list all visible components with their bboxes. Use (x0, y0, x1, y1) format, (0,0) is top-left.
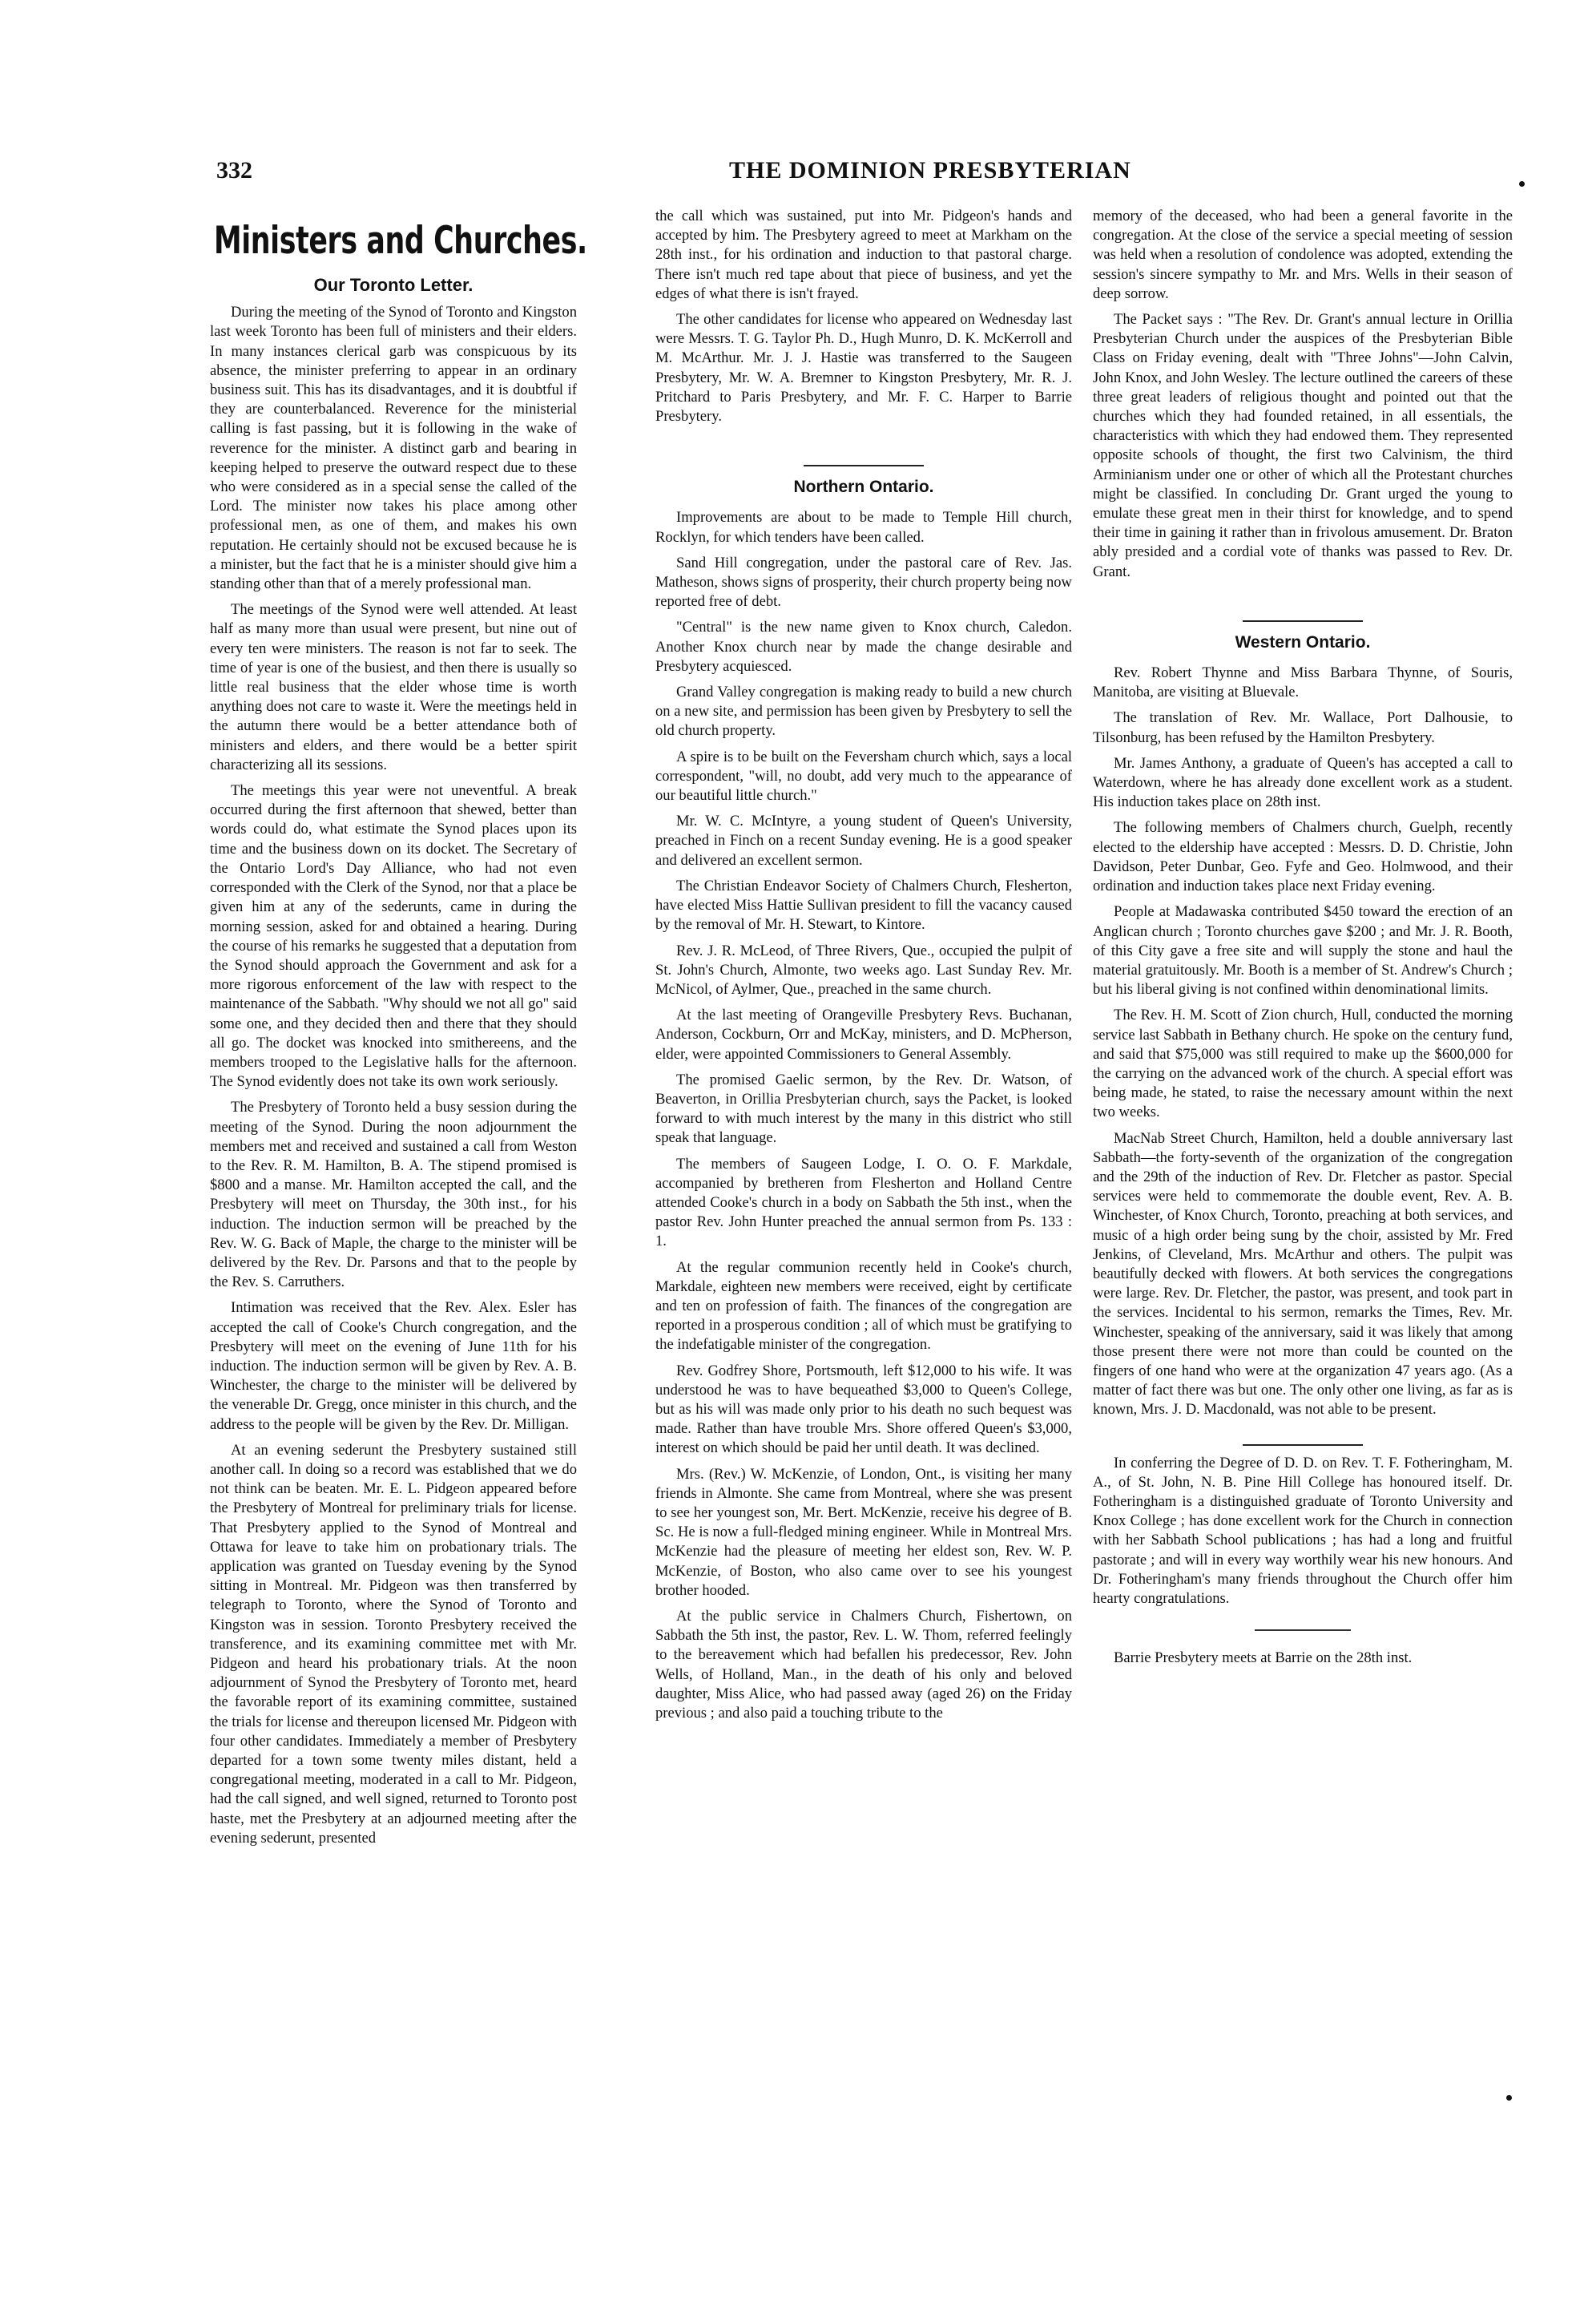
news-item: The promised Gaelic sermon, by the Rev. Dr. Watson, of Beaverton, in Orillia Presbyterian church, says the Packet, is looked forward to with much interest by the many in this district who still speak that language. (655, 1071, 1072, 1147)
section-subtitle-northern-ontario: Northern Ontario. (793, 478, 934, 497)
news-item: MacNab Street Church, Hamilton, held a double anniversary last Sabbath—the forty-seventh of the organization of the congregation and the 29th of the induction of Rev. Dr. Fletcher as pastor. Special services were held to commemorate the double event, Rev. A. B. Winchester, of Knox Church, Toronto, preaching at both services, and music of a high order being sung by the choir, assisted by Mr. Fred Jenkins, of Cleveland, Mrs. McArthur and others. The pulpit was beautifully decked with flowers. At both services the congregations were large. Rev. Dr. Fletcher, the pastor, was present, and took part in the services. Incidental to his sermon, remarks the Times, Rev. Mr. Winchester, speaking of the anniversary, said it was likely that among those present there were not more than could be counted on the fingers of one hand who were at the organization 47 years ago. (As a matter of fact there was but one. The only other one living, as far as is known, Mrs. J. D. Macdonald, was not able to be present. (1093, 1129, 1513, 1419)
article-paragraph: the call which was sustained, put into Mr. Pidgeon's hands and accepted by him. The Presbytery agreed to meet at Markham on the 28th inst., for his ordination and induction to that pastoral charge. There isn't much red tape about that piece of business, and yet the edges of what there is isn't frayed. (655, 208, 1072, 302)
news-item: At the last meeting of Orangeville Presbytery Revs. Buchanan, Anderson, Cockburn, Orr and McKay, ministers, and D. McPherson, elder, were appointed Commissioners to General Assembly. (655, 1007, 1072, 1063)
margin-dot (1506, 2095, 1512, 2101)
news-item: The members of Saugeen Lodge, I. O. O. F. Markdale, accompanied by bretheren from Flesherton and Holland Centre attended Cooke's church in a body on Sabbath the 5th inst., when the pastor Rev. John Hunter preached the annual sermon from Ps. 133 : 1. (655, 1155, 1072, 1250)
section-subtitle-toronto: Our Toronto Letter. (313, 275, 474, 295)
news-item: Grand Valley congregation is making ready to build a new church on a new site, and permission has been given by Presbytery to sell the old church property. (655, 684, 1072, 740)
news-item: People at Madawaska contributed $450 toward the erection of an Anglican church ; Toronto churches gave $200 ; and Mr. J. R. Booth, of this City gave a free site and will supply the stone and haul the material gratuitously. Mr. Booth is a member of St. Andrew's Church ; but his liberal giving is not confined within denominational limits. (1093, 903, 1513, 999)
news-item: The Christian Endeavor Society of Chalmers Church, Flesherton, have elected Miss Hattie Sullivan president to fill the vacancy caused by the removal of Mr. H. Stewart, to Kintore. (655, 877, 1072, 934)
section-divider (1243, 1444, 1363, 1446)
article-paragraph: The other candidates for license who appeared on Wednesday last were Messrs. T. G. Taylor Ph. D., Hugh Munro, D. K. McKerroll and M. McArthur. Mr. J. J. Hastie was transferred to the Saugeen Presbytery, Mr. W. A. Bremner to Kingston Presbytery, Mr. R. J. Pritchard to Paris Presbytery, and Mr. F. C. Harper to Barrie Presbytery. (655, 311, 1072, 426)
news-item: Rev. J. R. McLeod, of Three Rivers, Que., occupied the pulpit of St. John's Church, Almonte, two weeks ago. Last Sunday Rev. Mr. McNicol, of Aylmer, Que., preached in the same church. (655, 942, 1072, 998)
section-subtitle-western-ontario: Western Ontario. (1235, 632, 1371, 652)
section-divider (1243, 620, 1363, 622)
article-paragraph: The meetings this year were not uneventful. A break occurred during the first afternoon that shewed, better than words could do, what estimate the Synod places upon its time and the business down on its docket. The Secretary of the Ontario Lord's Day Alliance, who had not even corresponded with the Clerk of the Synod, nor that a place be given him at any of the sederunts, came in during the morning session, asked for and obtained a hearing. During the course of his remarks he suggested that a deputation from the Synod should approach the Government and ask for a more rigorous enforcement of the law with respect to the maintenance of the Sabbath. "Why should we not all go" said some one, and they decided then and there that they should all go. The docket was knocked into smithereens, and the members trooped to the Legislative halls for the afternoon. The Synod evidently does not take its own work seriously. (210, 782, 577, 1091)
article-paragraph: The meetings of the Synod were well attended. At least half as many more than usual were present, but nine out of every ten were ministers. The reason is not far to seek. The time of year is one of the busiest, and then there is usually so little real business that the elder whose time is worth anything does not care to waste it. Were the meetings held in the autumn there would be a better attendance both of ministers and elders, and there would be a better spirit characterizing all its sessions. (210, 601, 577, 773)
section-title: Ministers and Churches. (214, 219, 587, 263)
news-item: "Central" is the new name given to Knox church, Caledon. Another Knox church near by made the change desirable and Presbytery acquiesced. (655, 619, 1072, 675)
news-item: Rev. Robert Thynne and Miss Barbara Thynne, of Souris, Manitoba, are visiting at Bluevale. (1093, 664, 1513, 701)
article-paragraph: During the meeting of the Synod of Toronto and Kingston last week Toronto has been full of ministers and their elders. In many instances clerical garb was conspicuous by its absence, the minister preferring to appear in an ordinary business suit. This has its disadvantages, and it is doubtful if they are counterbalanced. Reverence for the ministerial calling is fast passing, but it is following in the wake of reverence for the minister. A distinct garb and bearing in keeping helped to preserve the outward respect due to these who were considered as in a special sense the called of the Lord. The minister now takes his place among other professional men, as one of them, and makes his own reputation. He certainly should not be excused because he is a minister, but the fact that he is a minister should give him a standing other than that of a merely professional man. (210, 304, 577, 593)
news-item: Sand Hill congregation, under the pastoral care of Rev. Jas. Matheson, shows signs of prosperity, their church property being now reported free of debt. (655, 554, 1072, 611)
section-divider (804, 465, 924, 466)
article-paragraph: The Packet says : "The Rev. Dr. Grant's annual lecture in Orillia Presbyterian Church under the auspices of the Presbyterian Bible Class on Friday evening, dealt with "Three Johns"—John Calvin, John Knox, and John Wesley. The lecture outlined the careers of these three great leaders of religious thought and pointed out that the churches which they had founded retained, in all essentials, the characteristics with which they had endowed them. They represented opposite schools of thought, the first two Calvinism, the third Arminianism under one or other of which all the Protestant churches might be classified. In concluding Dr. Grant urged the young to emulate these great men in their thirst for knowledge, and to spend their time in gaining it rather than in frivolous amusement. Dr. Braton ably presided and a cordial vote of thanks was passed to Rev. Dr. Grant. (1093, 311, 1513, 580)
running-head: THE DOMINION PRESBYTERIAN (729, 157, 1131, 184)
article-paragraph: memory of the deceased, who had been a general favorite in the congregation. At the close of the service a special meeting of session was held when a resolution of condolence was adopted, extending the session's sincere sympathy to Mr. and Mrs. Wells in their season of deep sorrow. (1093, 208, 1513, 302)
news-item: The following members of Chalmers church, Guelph, recently elected to the eldership have accepted : Messrs. D. D. Christie, John Davidson, Peter Dunbar, Geo. Fyfe and Geo. Holmwood, and their ordination and induction takes place next Friday evening. (1093, 819, 1513, 895)
column-1 (210, 207, 587, 1855)
page-header (216, 157, 1356, 189)
column-2 (655, 207, 1072, 1730)
ornament-divider (1255, 1629, 1351, 1634)
margin-dot (1519, 181, 1525, 187)
news-item: At the regular communion recently held in Cooke's church, Markdale, eighteen new members were received, eight by certificate and ten on profession of faith. The finances of the congregation are reported in a prosperous condition ; all of which must be gratifying to the indefatigable minister of the congregation. (655, 1258, 1072, 1354)
news-item: Rev. Godfrey Shore, Portsmouth, left $12,000 to his wife. It was understood he was to have bequeathed $3,000 to Queen's College, but as his will was made only prior to his death no such bequest was made. Rather than have trouble Mrs. Shore offered Queen's $3,000, interest on which should be paid her until death. It was declined. (655, 1362, 1072, 1457)
news-item: Mr. James Anthony, a graduate of Queen's has accepted a call to Waterdown, where he has already done excellent work as a student. His induction takes place on 28th inst. (1093, 754, 1513, 811)
news-item: At the public service in Chalmers Church, Fishertown, on Sabbath the 5th inst, the pastor, Rev. L. W. Thom, referred feelingly to the bereavement which had befallen his predecessor, Rev. John Wells, of Holland, Man., in the death of his only and beloved daughter, Miss Alice, who had passed away (aged 26) on the Friday previous ; and also paid a touching tribute to the (655, 1608, 1072, 1722)
news-item: A spire is to be built on the Feversham church which, says a local correspondent, "will, no doubt, add very much to the appearance of our beautiful little church." (655, 748, 1072, 805)
article-paragraph: Intimation was received that the Rev. Alex. Esler has accepted the call of Cooke's Church congregation, and the Presbytery will meet on the evening of June 11th for his induction. The induction sermon will be given by Rev. A. B. Winchester, the charge to the minister will be delivered by the venerable Dr. Gregg, once minister in this church, and the address to the people will be given by the Rev. Dr. Milligan. (210, 1299, 577, 1433)
page-number: 332 (216, 157, 252, 184)
news-item: Mr. W. C. McIntyre, a young student of Queen's University, preached in Finch on a recent Sunday evening. He is a good speaker and delivered an excellent sermon. (655, 813, 1072, 869)
news-item: Mrs. (Rev.) W. McKenzie, of London, Ont., is visiting her many friends in Almonte. She came from Montreal, where she was present to see her youngest son, Mr. Bert. McKenzie, receive his degree of B. Sc. He is now a full-fledged mining engineer. While in Montreal Mrs. McKenzie had the pleasure of meeting her eldest son, Rev. W. P. McKenzie, of Boston, who also came over to see his youngest brother hooded. (655, 1465, 1072, 1599)
news-item: The translation of Rev. Mr. Wallace, Port Dalhousie, to Tilsonburg, has been refused by the Hamilton Presbytery. (1093, 709, 1513, 746)
column-3 (1093, 207, 1513, 1674)
article-paragraph: The Presbytery of Toronto held a busy session during the meeting of the Synod. During the noon adjournment the members met and received and sustained a call from Weston to the Rev. R. M. Hamilton, B. A. The stipend promised is $800 and a manse. Mr. Hamilton accepted the call, and the Presbytery will meet on Thursday, the 30th inst., for his induction. The induction sermon will be preached by the Rev. W. G. Back of Maple, the charge to the minister will be delivered by the Rev. Dr. Parsons and that to the people by the Rev. S. Carruthers. (210, 1099, 577, 1291)
article-paragraph: At an evening sederunt the Presbytery sustained still another call. In doing so a record was established that we do not think can be beaten. Mr. E. L. Pidgeon appeared before the Presbytery of Montreal for preliminary trials for license. That Presbytery applied to the Synod of Montreal and Ottawa for leave to take him on probationary trials. The application was granted on Tuesday evening by the Synod sitting in Montreal. Mr. Pidgeon was then transferred by telegraph to Toronto, where the Synod of Toronto and Kingston was in session. Toronto Presbytery received the transference, and its examining committee met with Mr. Pidgeon and heard his probationary trials. At the noon adjournment of Synod the Presbytery of Toronto met, heard the favorable report of its examining committee, sustained the trials for license and thereupon licensed Mr. Pidgeon with four other candidates. Immediately a member of Presbytery departed for a town some twenty miles distant, held a congregational meeting, moderated in a call to Mr. Pidgeon, had the call signed, and well signed, returned to Toronto post haste, met the Presbytery at an adjourned meeting after the evening sederunt, presented (210, 1441, 577, 1847)
news-item: The Rev. H. M. Scott of Zion church, Hull, conducted the morning service last Sabbath in Bethany church. He spoke on the century fund, and said that $75,000 was still required to make up the $600,000 for the carrying on the advanced work of the church. A special effort was being made, he stated, to raise the necessary amount within the next two weeks. (1093, 1007, 1513, 1121)
news-item: Improvements are about to be made to Temple Hill church, Rocklyn, for which tenders have been called. (655, 509, 1072, 546)
editorial-note: In conferring the Degree of D. D. on Rev. T. F. Fotheringham, M. A., of St. John, N. B. Pine Hill College has honoured itself. Dr. Fotheringham is a distinguished graduate of Toronto University and Knox College ; has done excellent work for the Church in connection with her Sabbath School publications ; has had a long and fruitful pastorate ; and will in every way worthily wear his new honours. And Dr. Fotheringham's many friends throughout the Church offer him hearty congratulations. (1093, 1454, 1513, 1607)
closing-notice: Barrie Presbytery meets at Barrie on the 28th inst. (1114, 1649, 1413, 1667)
